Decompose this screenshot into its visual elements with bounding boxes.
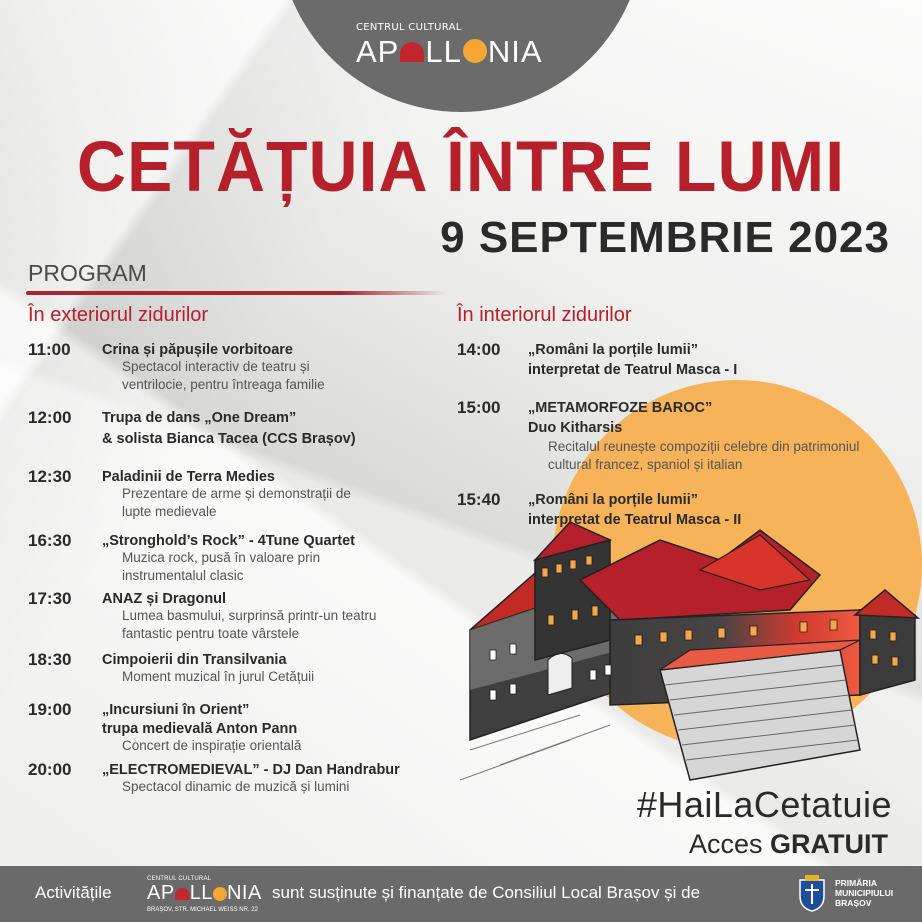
footer-text-funding: sunt susținute și finanțate de Consiliul Local Brașov și de [272,883,701,902]
logo-red-dome-icon [400,42,424,62]
brush-underline [26,291,446,295]
event-name: Cimpoierii din Transilvania [102,652,287,668]
event-name: „METAMORFOZE BAROC” [528,400,713,416]
event-title: CETĂȚUIA ÎNTRE LUMI [76,127,846,207]
event-time: 14:00 [457,340,501,359]
exterior-heading: În exteriorul zidurilor [28,304,209,326]
event-name-line2: Duo Kitharsis [528,420,623,436]
event-time: 15:00 [457,398,501,417]
event-description: Prezentare de arme și demonstrații de lupte medievale [122,486,351,519]
hashtag: #HaiLaCetatuie [636,784,892,825]
event-time: 19:00 [28,700,72,719]
event-time: 18:30 [28,650,72,669]
event-time: 20:00 [28,760,72,779]
event-name: „Români la porțile lumii” [528,492,698,508]
program-label: PROGRAM [28,260,147,286]
footer-logo-text-1: AP [147,882,175,904]
event-name-line2: trupa medievală Anton Pann [102,721,298,737]
event-name-line2: interpretat de Teatrul Masca - II [528,512,742,528]
logo-subtitle: CENTRUL CULTURAL [356,22,462,33]
event-time: 12:30 [28,467,72,486]
logo-text-3: NIA [487,34,543,69]
footer-apollonia-logo [147,882,262,905]
event-time: 15:40 [457,490,501,509]
footer-logo-sun-icon [213,887,227,901]
brasov-crest-icon [797,874,827,912]
event-name: „Incursiuni în Orient” [102,702,250,718]
event-name: ANAZ și Dragonul [102,591,227,607]
event-description: Recitalul reunește compoziții celebre din patrimoniul cultural francez, spaniol și italian [548,439,860,472]
footer-text-activities: Activitățile [35,883,112,902]
primaria-line-2: MUNICIPIULUI [835,888,894,898]
logo-sun-icon [463,39,487,63]
event-date: 9 SEPTEMBRIE 2023 [440,213,890,262]
footer-logo-dome-icon [175,888,190,900]
access-word: Acces [688,829,763,859]
access-free-label: GRATUIT [770,829,888,859]
event-name: Trupa de dans „One Dream” [102,410,297,426]
castle-illustration [460,520,922,790]
event-description: Muzica rock, pusă în valoare prin instrumentalul clasic [122,550,321,583]
event-time: 11:00 [28,340,71,359]
event-name: Paladinii de Terra Medies [102,469,275,485]
event-description: Spectacol dinamic de muzică și lumini [122,779,350,794]
event-description: Spectacol interactiv de teatru și ventrilocie, pentru întreaga familie [122,359,325,392]
access-free [689,829,888,860]
footer-logo-text-3: NIA [226,882,262,904]
event-time: 17:30 [28,589,72,608]
logo-text-1: AP [356,34,400,69]
event-name: „Stronghold’s Rock” - 4Tune Quartet [102,533,355,549]
event-description: Lumea basmului, surprinsă printr-un teatru fantastic pentru toate vârstele [122,608,377,641]
footer-logo-text-2: LL [189,882,213,904]
event-name: „ELECTROMEDIEVAL” - DJ Dan Handrabur [102,762,400,778]
apollonia-logo [356,34,543,70]
event-time: 12:00 [28,408,72,427]
event-description: Concert de inspirație orientală [122,738,302,753]
footer-logo-subtitle: CENTRUL CULTURAL [147,876,212,882]
event-time: 16:30 [28,531,72,550]
event-name: „Români la porțile lumii” [528,342,698,358]
logo-text-2: LL [425,34,462,69]
interior-heading: În interiorul zidurilor [457,304,632,326]
event-description: Moment muzical în jurul Cetățuii [122,669,315,684]
sponsor-footer [0,866,922,922]
event-name: Crina și păpușile vorbitoare [102,342,293,358]
footer-logo-address: BRAȘOV, STR. MICHAEL WEISS NR. 22 [147,907,258,913]
primaria-line-3: BRAȘOV [835,898,872,908]
event-name-line2: & solista Bianca Tacea (CCS Brașov) [102,431,356,447]
primaria-line-1: PRIMĂRIA [835,878,878,888]
event-name-line2: interpretat de Teatrul Masca - I [528,362,738,378]
primaria-label [835,878,893,908]
